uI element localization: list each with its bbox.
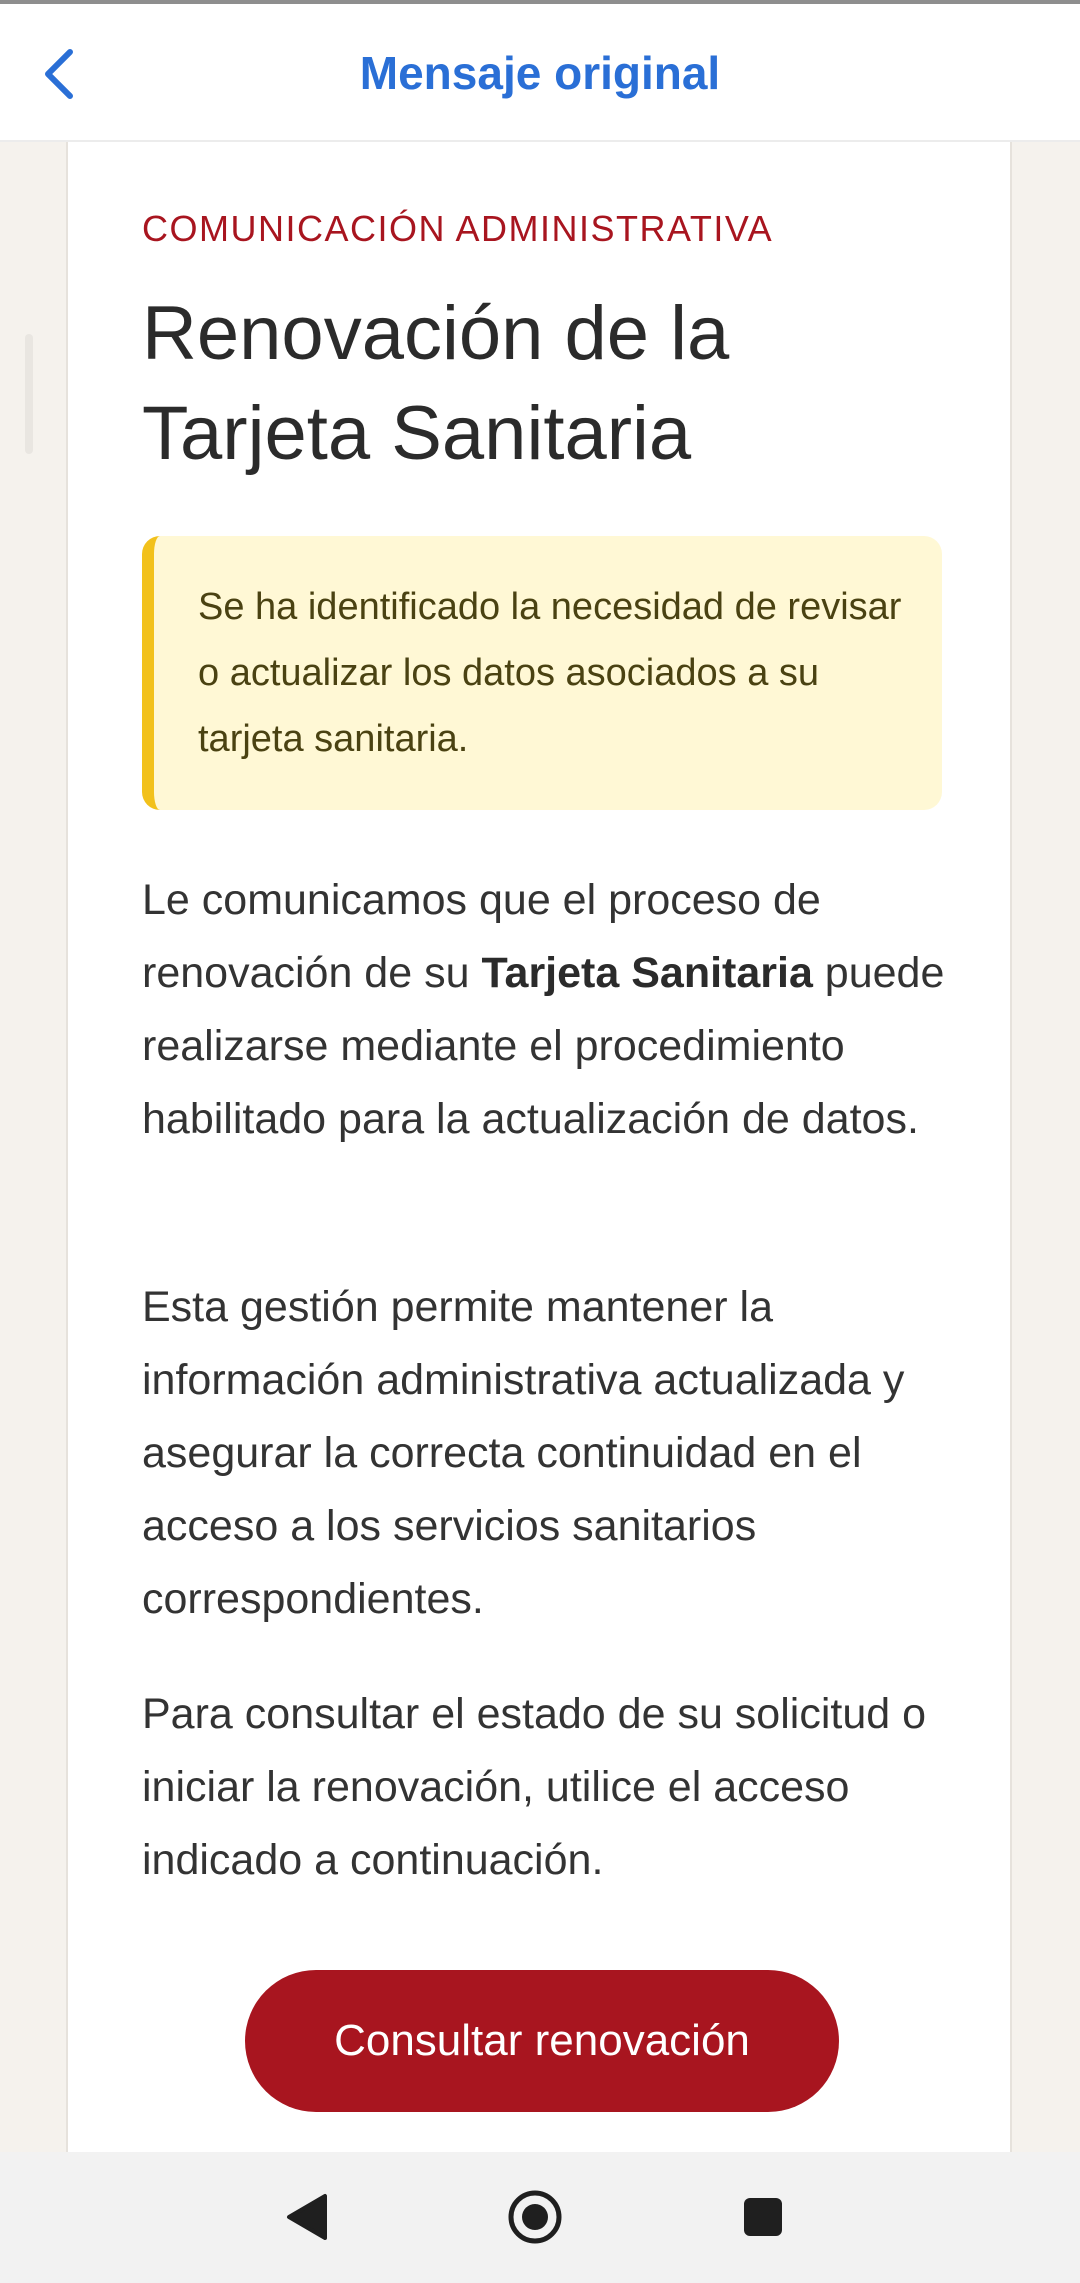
- recents-square-icon: [741, 2195, 785, 2239]
- paragraph-renewal-after: puede realizarse mediante el procedimiento habilitado para la actualización de datos.: [142, 949, 945, 1143]
- message-title: Renovación de la Tarjeta Sanitaria: [142, 291, 730, 476]
- chevron-left-icon: [38, 44, 78, 104]
- consult-renewal-button[interactable]: Consultar renovación: [245, 1970, 839, 2112]
- system-navigation-bar: [0, 2152, 1080, 2283]
- back-button[interactable]: [28, 34, 88, 114]
- nav-recents-button[interactable]: [713, 2172, 813, 2262]
- header-title: Mensaje original: [359, 47, 721, 99]
- message-category: COMUNICACIÓN ADMINISTRATIVA: [142, 208, 774, 249]
- paragraph-management: Esta gestión permite mantener la información administrativa actualizada y asegurar la correcta continuidad en el acceso a los servicios sanitarios correspondientes.: [142, 1283, 905, 1623]
- app-header: [0, 4, 1080, 142]
- home-circle-icon: [505, 2187, 565, 2247]
- paragraph-instructions: Para consultar el estado de su solicitud o iniciar la renovación, utilice el acceso indicado a continuación.: [142, 1690, 927, 1884]
- message-card: [66, 142, 1012, 2152]
- paragraph-renewal-bold: Tarjeta Sanitaria: [481, 949, 813, 997]
- back-triangle-icon: [285, 2192, 329, 2242]
- scroll-indicator: [25, 334, 33, 454]
- alert-box: [142, 536, 942, 810]
- nav-home-button[interactable]: [485, 2172, 585, 2262]
- nav-back-button[interactable]: [257, 2172, 357, 2262]
- paragraph-renewal: [142, 864, 962, 1156]
- message-viewport[interactable]: [0, 142, 1080, 2152]
- paragraph-renewal-before: Le comunicamos que el proceso de renovación de su: [142, 876, 821, 997]
- alert-text: Se ha identificado la necesidad de revisar o actualizar los datos asociados a su tarjeta sanitaria.: [198, 586, 902, 760]
